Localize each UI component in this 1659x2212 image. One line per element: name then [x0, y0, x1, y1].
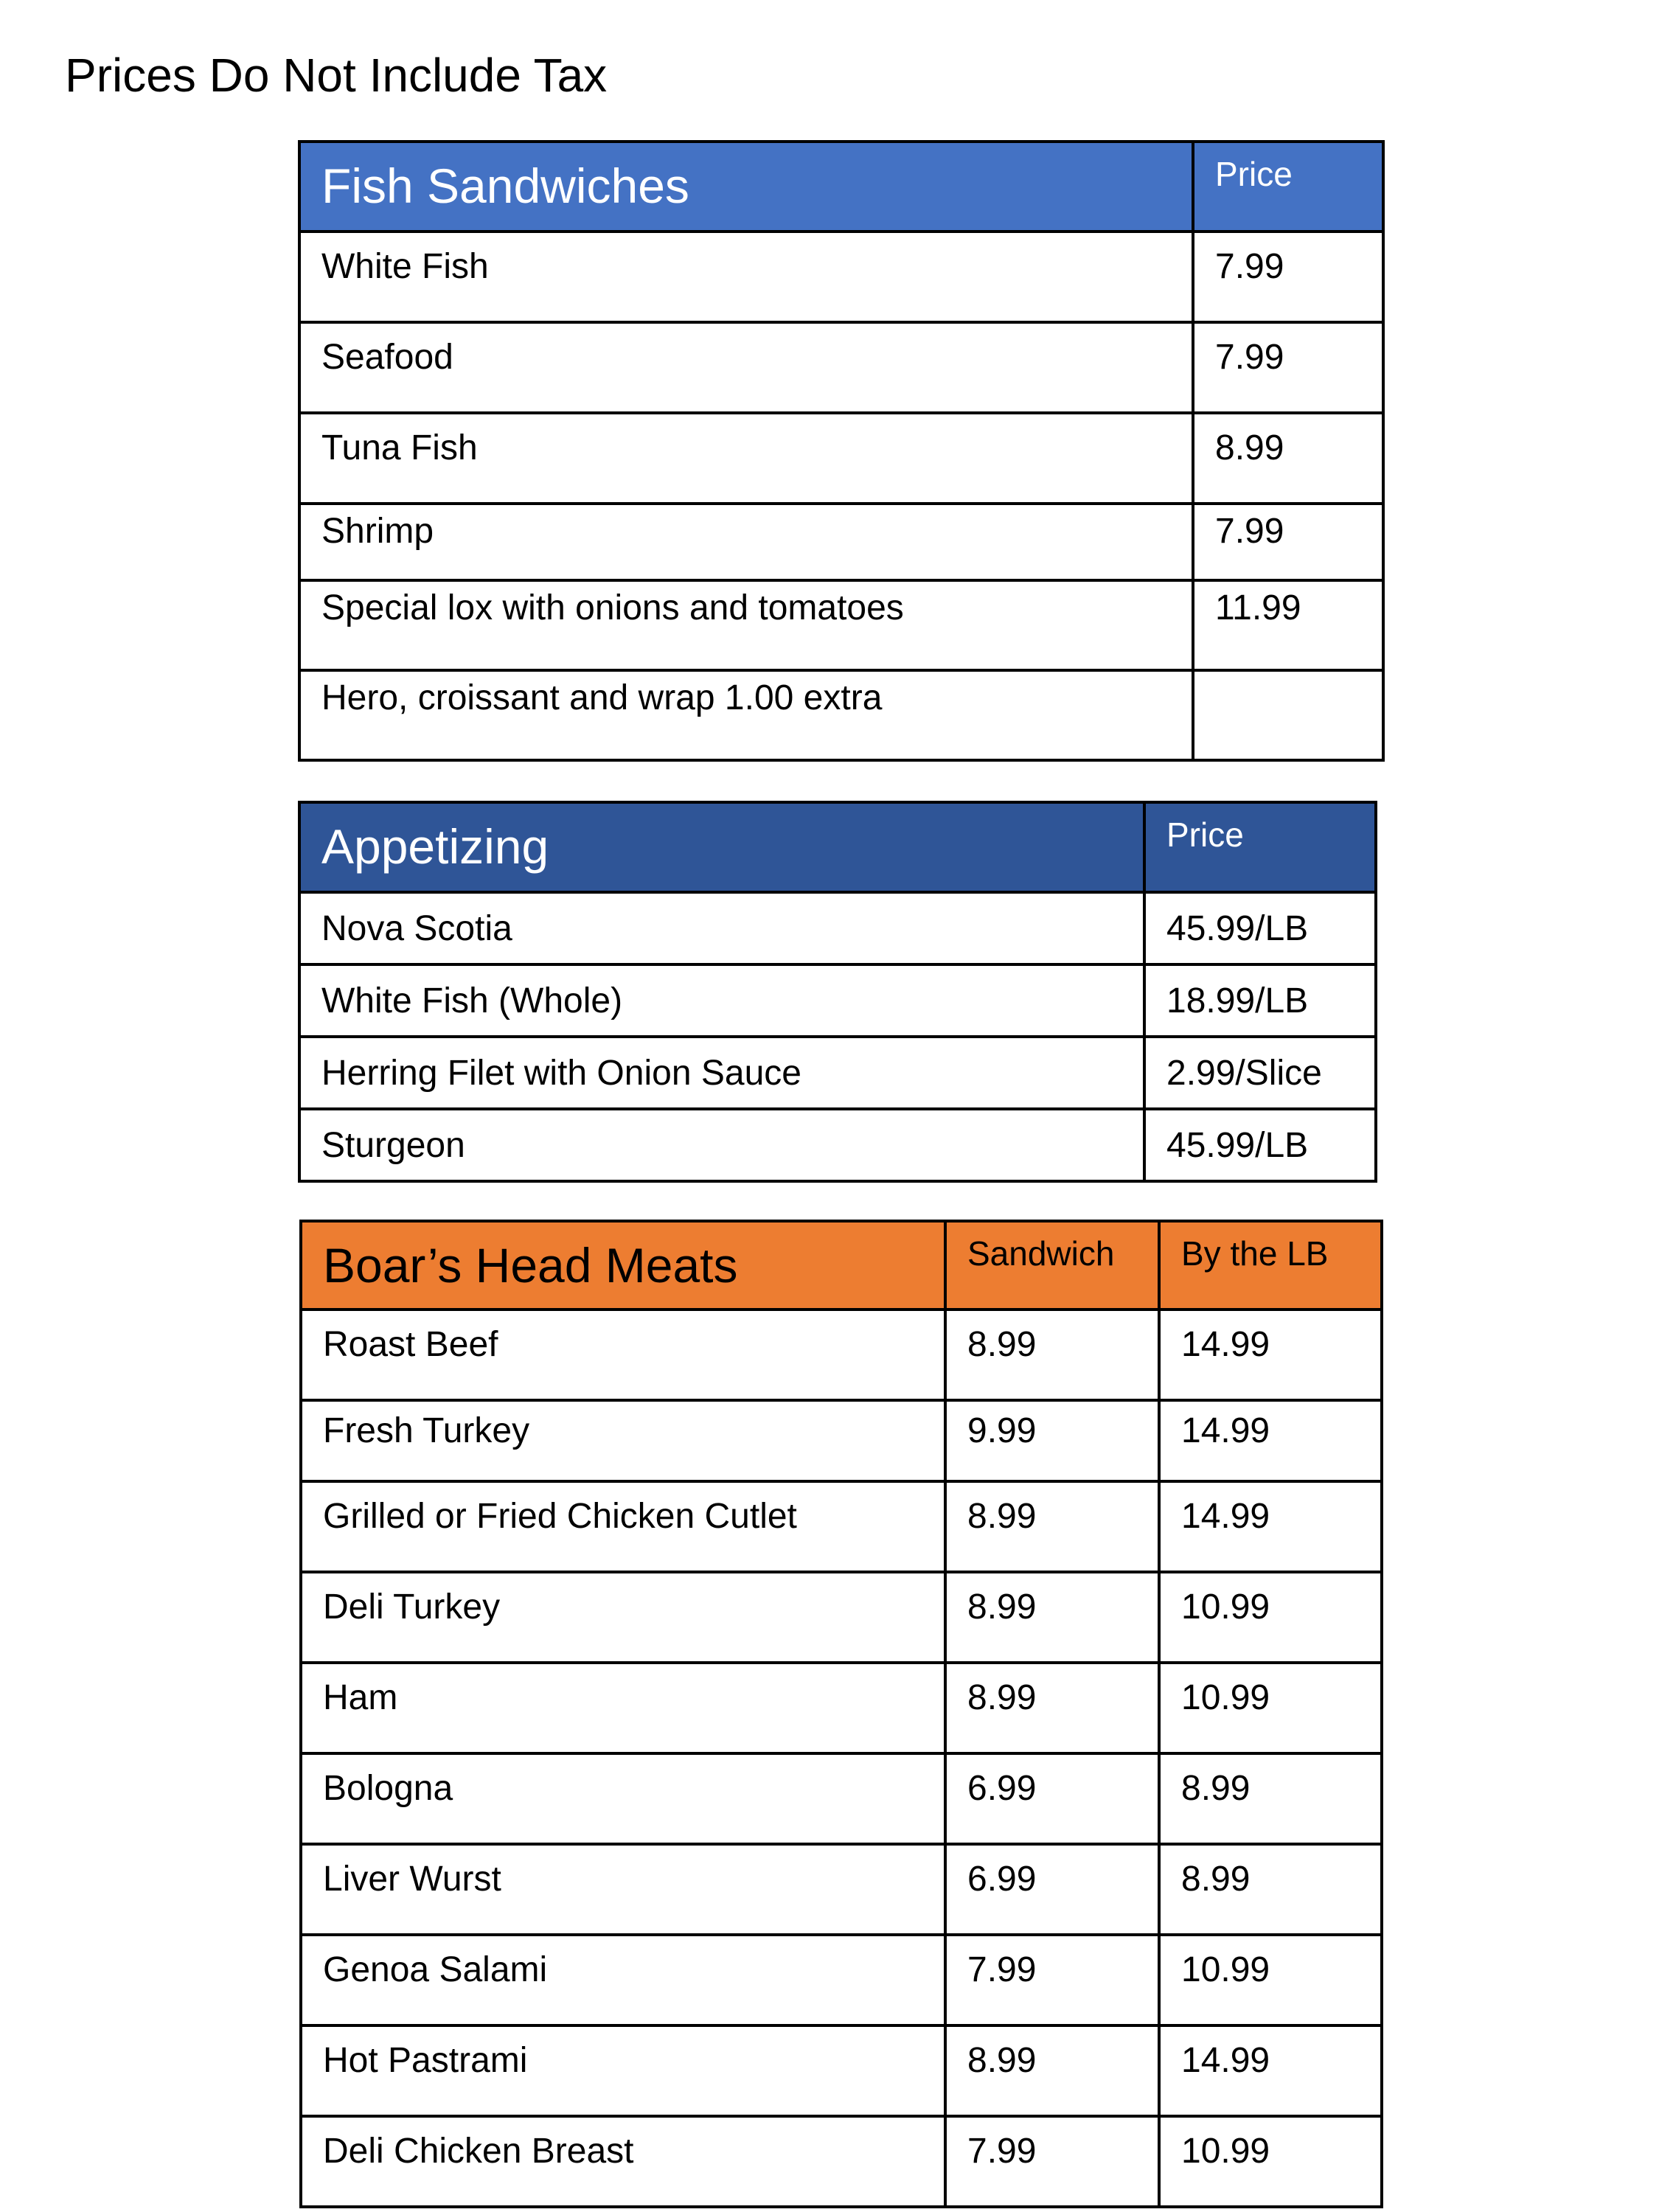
fish-price-header: Price	[1193, 142, 1383, 232]
item-name: Seafood	[299, 322, 1193, 413]
table-row	[299, 964, 1376, 1037]
sandwich-price: 8.99	[945, 1310, 1159, 1400]
table-row	[301, 1753, 1382, 1844]
item-price: 18.99/LB	[1144, 964, 1376, 1037]
item-name: Deli Chicken Breast	[301, 2116, 945, 2207]
lb-price: 8.99	[1159, 1844, 1382, 1935]
item-name: Roast Beef	[301, 1310, 945, 1400]
tax-note: Prices Do Not Include Tax	[65, 49, 608, 102]
item-price: 7.99	[1193, 322, 1383, 413]
lb-price: 14.99	[1159, 1310, 1382, 1400]
item-price: 7.99	[1193, 504, 1383, 580]
appetizing-price-header: Price	[1144, 802, 1376, 892]
lb-price: 8.99	[1159, 1753, 1382, 1844]
item-name: Tuna Fish	[299, 413, 1193, 504]
fish-sandwiches-table	[298, 140, 1385, 762]
table-row	[301, 1400, 1382, 1481]
item-name: Nova Scotia	[299, 892, 1144, 964]
lb-price: 10.99	[1159, 1935, 1382, 2025]
lb-price: 14.99	[1159, 2025, 1382, 2116]
table-row	[301, 2025, 1382, 2116]
table-row	[299, 322, 1383, 413]
sandwich-price: 6.99	[945, 1753, 1159, 1844]
lb-price: 10.99	[1159, 1663, 1382, 1753]
item-name: Hot Pastrami	[301, 2025, 945, 2116]
item-name: Bologna	[301, 1753, 945, 1844]
boars-head-title: Boar’s Head Meats	[301, 1221, 945, 1310]
lb-price: 10.99	[1159, 1572, 1382, 1663]
sandwich-price: 8.99	[945, 1663, 1159, 1753]
meats-header-row	[301, 1221, 1382, 1310]
table-row	[299, 580, 1383, 670]
item-name: White Fish (Whole)	[299, 964, 1144, 1037]
table-row	[301, 1663, 1382, 1753]
lb-price: 14.99	[1159, 1481, 1382, 1572]
item-name: Genoa Salami	[301, 1935, 945, 2025]
item-name: Deli Turkey	[301, 1572, 945, 1663]
boars-head-meats-table	[299, 1220, 1383, 2208]
table-row	[299, 892, 1376, 964]
table-row	[299, 413, 1383, 504]
sandwich-price: 7.99	[945, 1935, 1159, 2025]
item-name: Sturgeon	[299, 1109, 1144, 1181]
item-name: Hero, croissant and wrap 1.00 extra	[299, 670, 1193, 760]
lb-price: 14.99	[1159, 1400, 1382, 1481]
lb-price: 10.99	[1159, 2116, 1382, 2207]
fish-sandwiches-title: Fish Sandwiches	[299, 142, 1193, 232]
appetizing-table	[298, 801, 1377, 1183]
table-row	[299, 670, 1383, 760]
item-price: 2.99/Slice	[1144, 1037, 1376, 1109]
item-price: 11.99	[1193, 580, 1383, 670]
item-name: Shrimp	[299, 504, 1193, 580]
table-row	[301, 1572, 1382, 1663]
sandwich-price: 8.99	[945, 2025, 1159, 2116]
sandwich-price: 8.99	[945, 1481, 1159, 1572]
table-row	[299, 504, 1383, 580]
appetizing-title: Appetizing	[299, 802, 1144, 892]
item-price	[1193, 670, 1383, 760]
table-row	[301, 1935, 1382, 2025]
table-row	[299, 1109, 1376, 1181]
item-name: Herring Filet with Onion Sauce	[299, 1037, 1144, 1109]
item-name: Special lox with onions and tomatoes	[299, 580, 1193, 670]
sandwich-price: 9.99	[945, 1400, 1159, 1481]
item-name: Grilled or Fried Chicken Cutlet	[301, 1481, 945, 1572]
table-row	[301, 1844, 1382, 1935]
item-price: 45.99/LB	[1144, 1109, 1376, 1181]
appetizing-header-row	[299, 802, 1376, 892]
sandwich-header: Sandwich	[945, 1221, 1159, 1310]
by-the-lb-header: By the LB	[1159, 1221, 1382, 1310]
sandwich-price: 8.99	[945, 1572, 1159, 1663]
fish-header-row	[299, 142, 1383, 232]
item-name: Fresh Turkey	[301, 1400, 945, 1481]
sandwich-price: 6.99	[945, 1844, 1159, 1935]
sandwich-price: 7.99	[945, 2116, 1159, 2207]
item-name: Ham	[301, 1663, 945, 1753]
item-price: 7.99	[1193, 232, 1383, 322]
table-row	[299, 1037, 1376, 1109]
table-row	[301, 1481, 1382, 1572]
item-name: White Fish	[299, 232, 1193, 322]
item-price: 45.99/LB	[1144, 892, 1376, 964]
item-name: Liver Wurst	[301, 1844, 945, 1935]
table-row	[301, 2116, 1382, 2207]
table-row	[299, 232, 1383, 322]
item-price: 8.99	[1193, 413, 1383, 504]
table-row	[301, 1310, 1382, 1400]
